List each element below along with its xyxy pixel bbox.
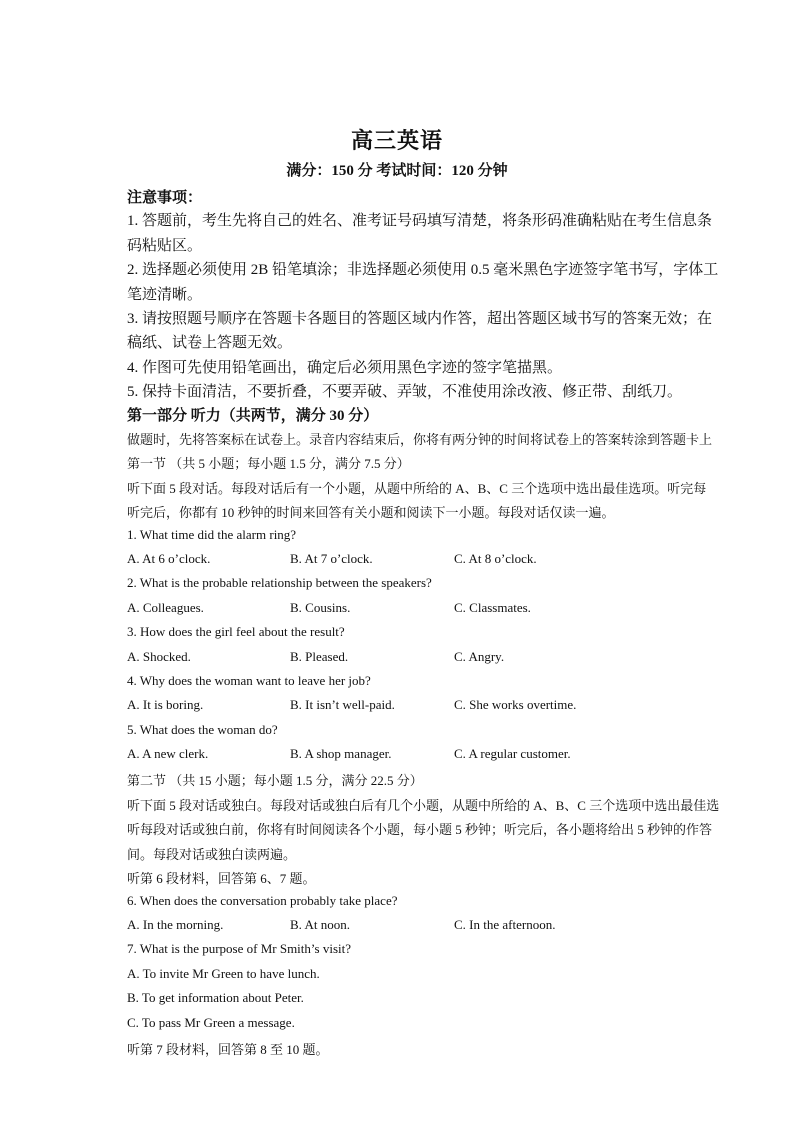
option-c: C. She works overtime.: [454, 697, 577, 712]
option-c: C. At 8 o’clock.: [454, 551, 537, 566]
notice-line: 稿纸、试卷上答题无效。: [127, 335, 293, 351]
option-c: C. Classmates.: [454, 600, 531, 615]
page-title: 高三英语: [350, 128, 443, 153]
option-c: C. To pass Mr Green a message.: [127, 1015, 295, 1030]
question-stem: 7. What is the purpose of Mr Smith’s visit?: [127, 941, 351, 956]
option-b: B. To get information about Peter.: [127, 990, 304, 1005]
option-b: B. Pleased.: [290, 649, 349, 664]
question-stem: 4. Why does the woman want to leave her job?: [127, 673, 371, 688]
question-stem: 2. What is the probable relationship between the speakers?: [127, 575, 432, 590]
notice-line: 码粘贴区。: [127, 238, 203, 254]
option-c: C. In the afternoon.: [454, 917, 556, 932]
option-b: B. At 7 o’clock.: [290, 551, 373, 566]
question-stem: 3. How does the girl feel about the result?: [127, 624, 345, 639]
option-b: B. A shop manager.: [290, 746, 392, 761]
notice-line: 5. 保持卡面清洁，不要折叠，不要弄破、弄皱，不准使用涂改液、修正带、刮纸刀。: [127, 384, 683, 400]
notice-line: 笔迹清晰。: [127, 287, 203, 303]
section2-instruction: 间。每段对话或独白读两遍。: [127, 847, 297, 862]
question-stem: 5. What does the woman do?: [127, 722, 278, 737]
option-a: A. To invite Mr Green to have lunch.: [127, 966, 320, 981]
option-b: B. It isn’t well-paid.: [290, 697, 395, 712]
section1-heading: 第一节 （共 5 小题；每小题 1.5 分，满分 7.5 分）: [127, 456, 410, 471]
option-a: A. A new clerk.: [127, 746, 209, 761]
section2-instruction: 听每段对话或独白前，你将有时间阅读各个小题，每小题 5 秒钟；听完后，各小题将给出 5 秒钟的作答: [127, 822, 713, 837]
option-a: A. It is boring.: [127, 697, 204, 712]
material-note: 听第 7 段材料，回答第 8 至 10 题。: [127, 1042, 329, 1057]
notice-line: 4. 作图可先使用铅笔画出，确定后必须用黑色字迹的签字笔描黑。: [127, 360, 563, 376]
option-a: A. Colleagues.: [127, 600, 204, 615]
notice-line: 1. 答题前，考生先将自己的姓名、准考证号码填写清楚，将条形码准确粘贴在考生信息条: [127, 213, 713, 229]
part1-instruction: 做题时，先将答案标在试卷上。录音内容结束后，你将有两分钟的时间将试卷上的答案转涂到答题卡上: [127, 432, 713, 447]
option-a: A. At 6 o’clock.: [127, 551, 211, 566]
option-c: C. A regular customer.: [454, 746, 571, 761]
option-a: A. Shocked.: [127, 649, 191, 664]
option-b: B. At noon.: [290, 917, 350, 932]
notice-heading: 注意事项：: [127, 190, 203, 206]
option-b: B. Cousins.: [290, 600, 351, 615]
part1-heading: 第一部分 听力（共两节，满分 30 分）: [127, 408, 379, 424]
section1-instruction: 听下面 5 段对话。每段对话后有一个小题，从题中所给的 A、B、C 三个选项中选出最佳选项。听完每: [127, 481, 707, 496]
option-c: C. Angry.: [454, 649, 505, 664]
question-stem: 6. When does the conversation probably take place?: [127, 893, 398, 908]
material-note: 听第 6 段材料，回答第 6、7 题。: [127, 871, 316, 886]
exam-info: 满分：150 分 考试时间：120 分钟: [286, 163, 508, 179]
section1-instruction: 听完后，你都有 10 秒钟的时间来回答有关小题和阅读下一小题。每段对话仅读一遍。: [127, 505, 615, 520]
notice-line: 2. 选择题必须使用 2B 铅笔填涂；非选择题必须使用 0.5 毫米黑色字迹签字笔书写，字体工: [127, 262, 719, 278]
question-stem: 1. What time did the alarm ring?: [127, 527, 297, 542]
notice-line: 3. 请按照题号顺序在答题卡各题目的答题区域内作答，超出答题区域书写的答案无效；在: [127, 311, 713, 327]
option-a: A. In the morning.: [127, 917, 224, 932]
section2-heading: 第二节 （共 15 小题；每小题 1.5 分，满分 22.5 分）: [127, 773, 423, 788]
section2-instruction: 听下面 5 段对话或独白。每段对话或独白后有几个小题，从题中所给的 A、B、C 三个选项中选出最佳选: [127, 798, 720, 813]
